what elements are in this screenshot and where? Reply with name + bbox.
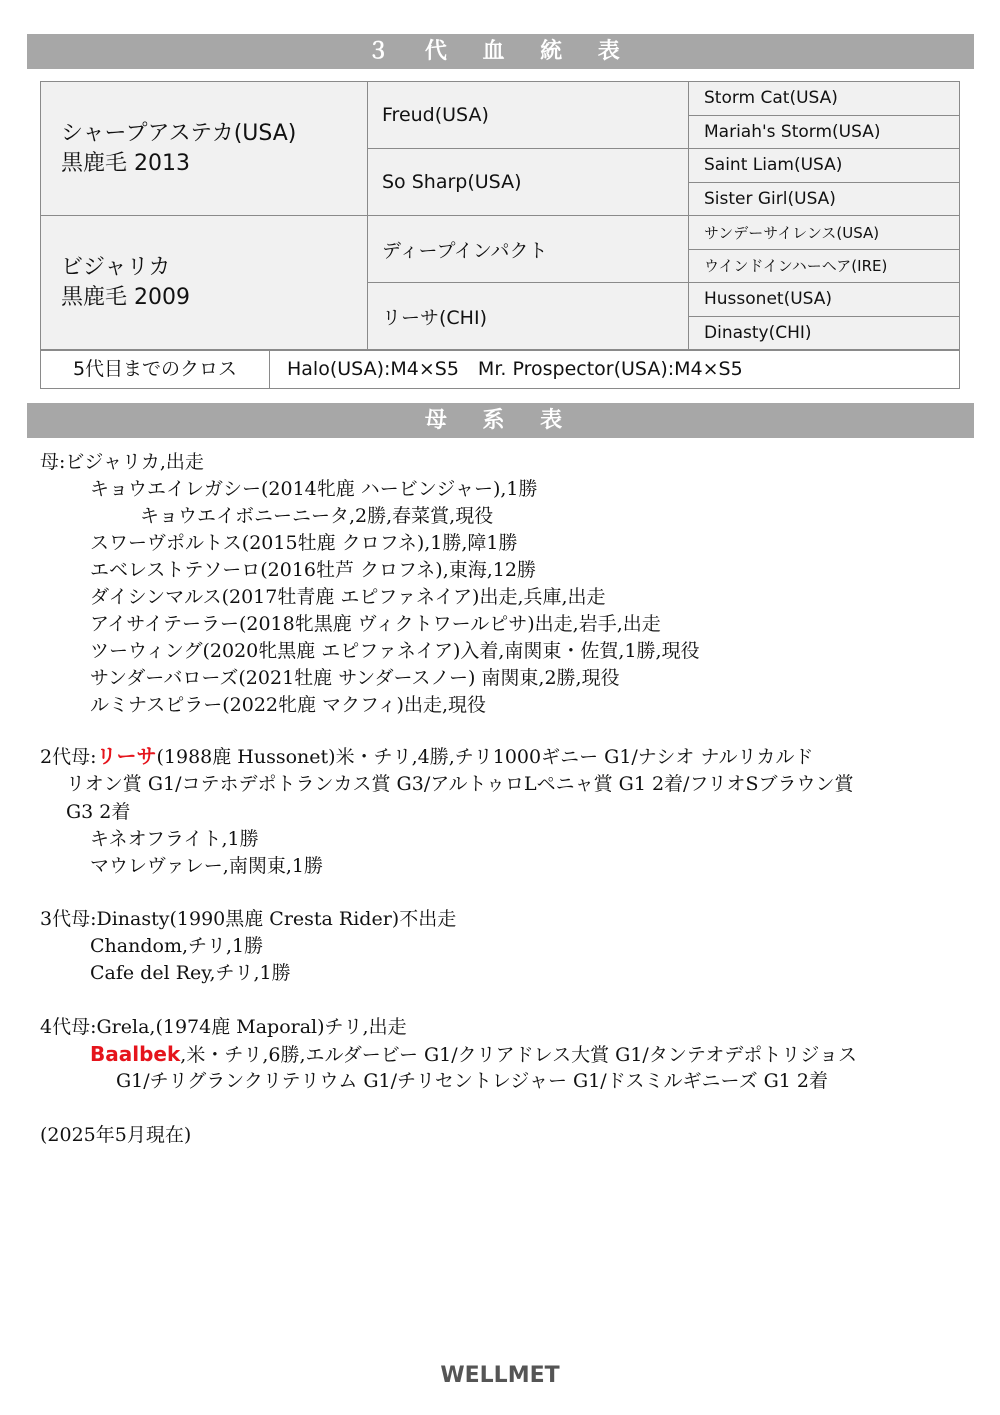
sire-name: シャープアステカ(USA) (61, 120, 297, 146)
fourth-dam-record: ,米・チリ,6勝,エルダービー G1/クリアドレス大賞 G1/タンテオデポトリジョス (180, 1044, 858, 1066)
brand-logo: WELLMET (440, 1363, 560, 1388)
list-item: キョウエイボニーニータ,2勝,春菜賞,現役 (140, 505, 494, 527)
third-dam-line: 3代母:Dinasty(1990黒鹿 Cresta Rider)不出走 (40, 908, 457, 930)
second-dam-prefix: 2代母: (40, 746, 97, 768)
fourth-dam-highlight: Baalbek (90, 1042, 181, 1066)
list-item: スワーヴポルトス(2015牡鹿 クロフネ),1勝,障1勝 (90, 532, 518, 554)
second-dam-record-cont: リオン賞 G1/コテホデポトランカス賞 G3/アルトゥロLペニャ賞 G1 2着/フリオSブラウン賞 (66, 773, 854, 795)
sire-info: 黒鹿毛 2013 (61, 150, 190, 176)
sire-sire: Freud(USA) (368, 82, 689, 149)
gen3-ancestor: Dinasty(CHI) (689, 316, 960, 350)
list-item: アイサイテーラー(2018牝黒鹿 ヴィクトワールピサ)出走,岩手,出走 (90, 613, 661, 635)
list-item: Cafe del Rey,チリ,1勝 (90, 962, 291, 984)
cross-value: Halo(USA):M4×S5 Mr. Prospector(USA):M4×S5 (287, 358, 743, 380)
gen3-ancestor: Sister Girl(USA) (689, 182, 960, 216)
gen3-ancestor: ウインドインハーヘア(IRE) (689, 249, 960, 283)
second-dam-record: (1988鹿 Hussonet)米・チリ,4勝,チリ1000ギニー G1/ナシオ ナルリカルド (156, 746, 814, 768)
fourth-dam-foal (90, 1041, 857, 1069)
list-item: Chandom,チリ,1勝 (90, 935, 264, 957)
gen3-ancestor: サンデーサイレンス(USA) (689, 216, 960, 250)
sire-cell (41, 82, 368, 216)
gen3-ancestor: Storm Cat(USA) (689, 82, 960, 116)
gen3-ancestor: Saint Liam(USA) (689, 149, 960, 183)
list-item: キョウエイレガシー(2014牝鹿 ハービンジャー),1勝 (90, 478, 538, 500)
inbreeding-cross-row (40, 350, 960, 389)
list-item: マウレヴァレー,南関東,1勝 (90, 855, 323, 877)
gen3-ancestor: Mariah's Storm(USA) (689, 115, 960, 149)
second-dam-line (40, 743, 813, 771)
list-item: キネオフライト,1勝 (90, 828, 259, 850)
dam-sire: ディープインパクト (368, 216, 689, 283)
dam-cell (41, 216, 368, 350)
list-item: サンダーバローズ(2021牡鹿 サンダースノー) 南関東,2勝,現役 (90, 667, 620, 689)
fourth-dam-record-cont: G1/チリグランクリテリウム G1/チリセントレジャー G1/ドスミルギニーズ G1 2着 (116, 1070, 829, 1092)
list-item: エベレストテソーロ(2016牡芦 クロフネ),東海,12勝 (90, 559, 536, 581)
list-item: ダイシンマルス(2017牡青鹿 エピファネイア)出走,兵庫,出走 (90, 586, 606, 608)
second-dam-name: リーサ (96, 744, 157, 768)
list-item: ツーウィング(2020牝黒鹿 エピファネイア)入着,南関東・佐賀,1勝,現役 (90, 640, 700, 662)
sire-dam: So Sharp(USA) (368, 149, 689, 216)
dam-dam: リーサ(CHI) (368, 283, 689, 350)
dam-name: ビジャリカ (61, 254, 171, 280)
cross-label: 5代目までのクロス (41, 351, 270, 388)
gen3-ancestor: Hussonet(USA) (689, 283, 960, 317)
as-of-date: (2025年5月現在) (40, 1124, 192, 1146)
second-dam-record-cont: G3 2着 (66, 801, 131, 823)
dam-info: 黒鹿毛 2009 (61, 284, 190, 310)
list-item: ルミナスピラー(2022牝鹿 マクフィ)出走,現役 (90, 694, 486, 716)
pedigree-table (40, 81, 960, 350)
family-section-header: 母 系 表 (27, 403, 974, 438)
pedigree-section-header: ３ 代 血 統 表 (27, 34, 974, 69)
fourth-dam-line: 4代母:Grela,(1974鹿 Maporal)チリ,出走 (40, 1016, 407, 1038)
dam-line: 母:ビジャリカ,出走 (40, 451, 204, 473)
